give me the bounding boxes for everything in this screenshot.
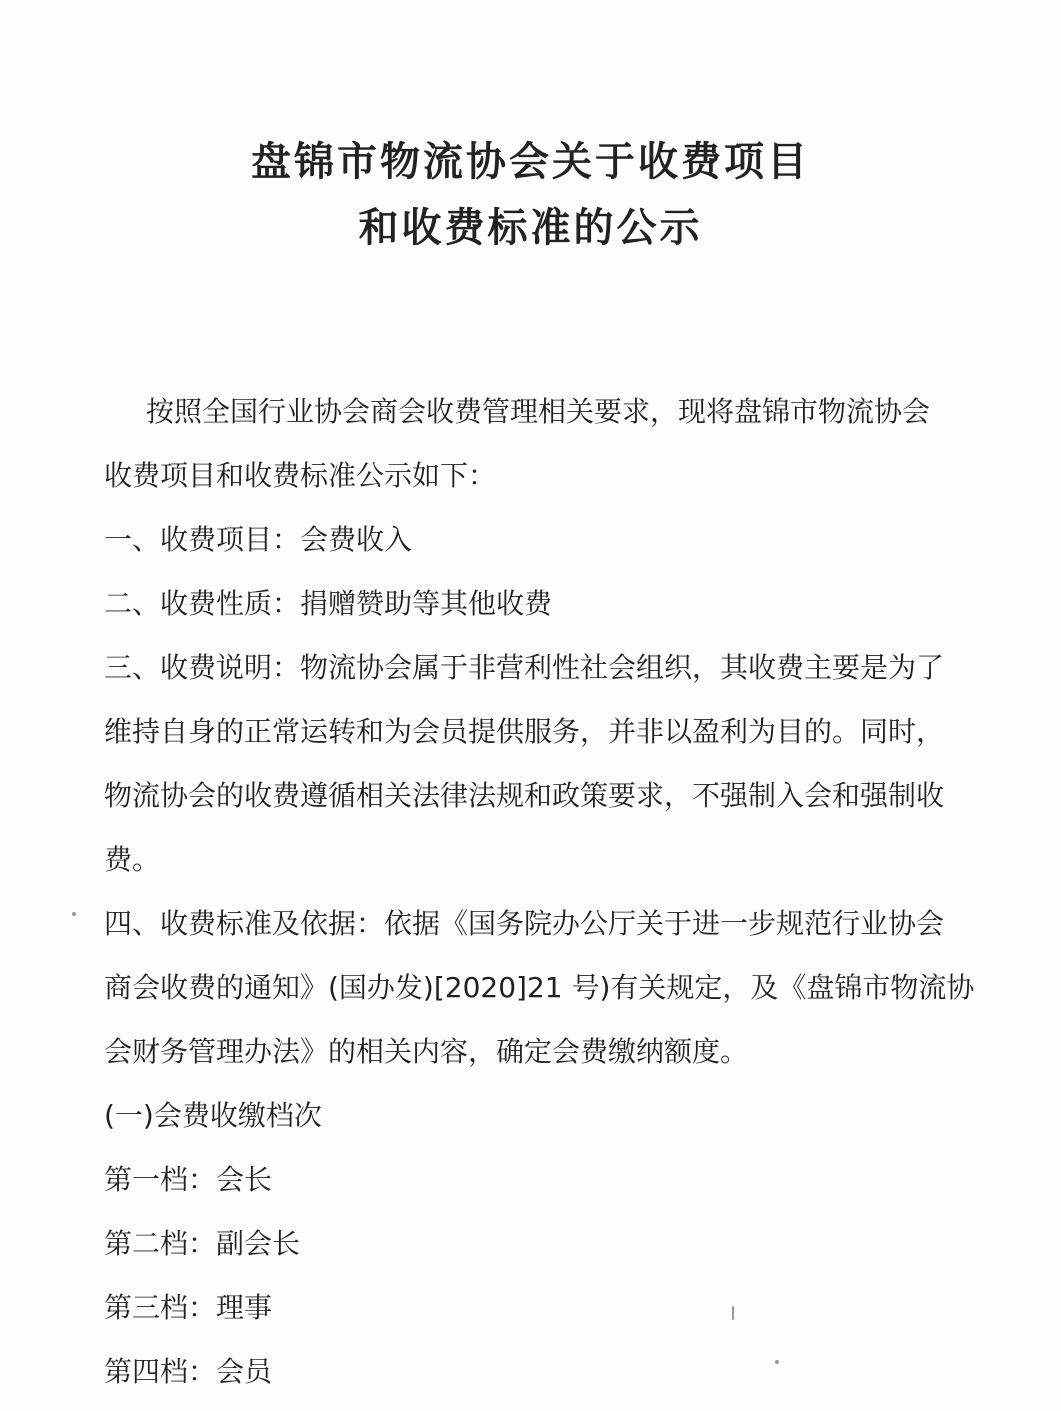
fee-tier-heading: (一)会费收缴档次	[104, 1099, 322, 1132]
fee-explanation-line-4: 费。	[104, 843, 161, 876]
fee-explanation-line-1: 三、收费说明：物流协会属于非营利性社会组织，其收费主要是为了	[104, 651, 945, 684]
fee-explanation-line-2: 维持自身的正常运转和为会员提供服务，并非以盈利为目的。同时，	[104, 715, 945, 748]
scan-speck	[72, 912, 76, 916]
fee-explanation-line-3: 物流协会的收费遵循相关法律法规和政策要求，不强制入会和强制收	[104, 779, 945, 812]
fee-tier-4: 第四档：会员	[104, 1355, 273, 1388]
intro-paragraph-line-2: 收费项目和收费标准公示如下：	[104, 459, 497, 492]
fee-tier-3: 第三档：理事	[104, 1291, 273, 1324]
fee-nature-section: 二、收费性质：捐赠赞助等其他收费	[104, 587, 553, 620]
fee-standard-line-2: 商会收费的通知》(国办发)[2020]21 号)有关规定，及《盘锦市物流协	[104, 971, 975, 1004]
fee-item-section: 一、收费项目：会费收入	[104, 523, 413, 556]
scan-speck	[732, 1306, 734, 1320]
fee-tier-2: 第二档：副会长	[104, 1227, 301, 1260]
document-title-line-2: 和收费标准的公示	[358, 205, 703, 251]
fee-standard-line-1: 四、收费标准及依据：依据《国务院办公厅关于进一步规范行业协会	[104, 907, 945, 940]
fee-tier-1: 第一档：会长	[104, 1163, 273, 1196]
fee-standard-line-3: 会财务管理办法》的相关内容，确定会费缴纳额度。	[104, 1035, 749, 1068]
document-title-line-1: 盘锦市物流协会关于收费项目	[251, 139, 810, 185]
scan-speck	[775, 1360, 779, 1364]
intro-paragraph-line-1: 按照全国行业协会商会收费管理相关要求，现将盘锦市物流协会	[146, 395, 931, 428]
